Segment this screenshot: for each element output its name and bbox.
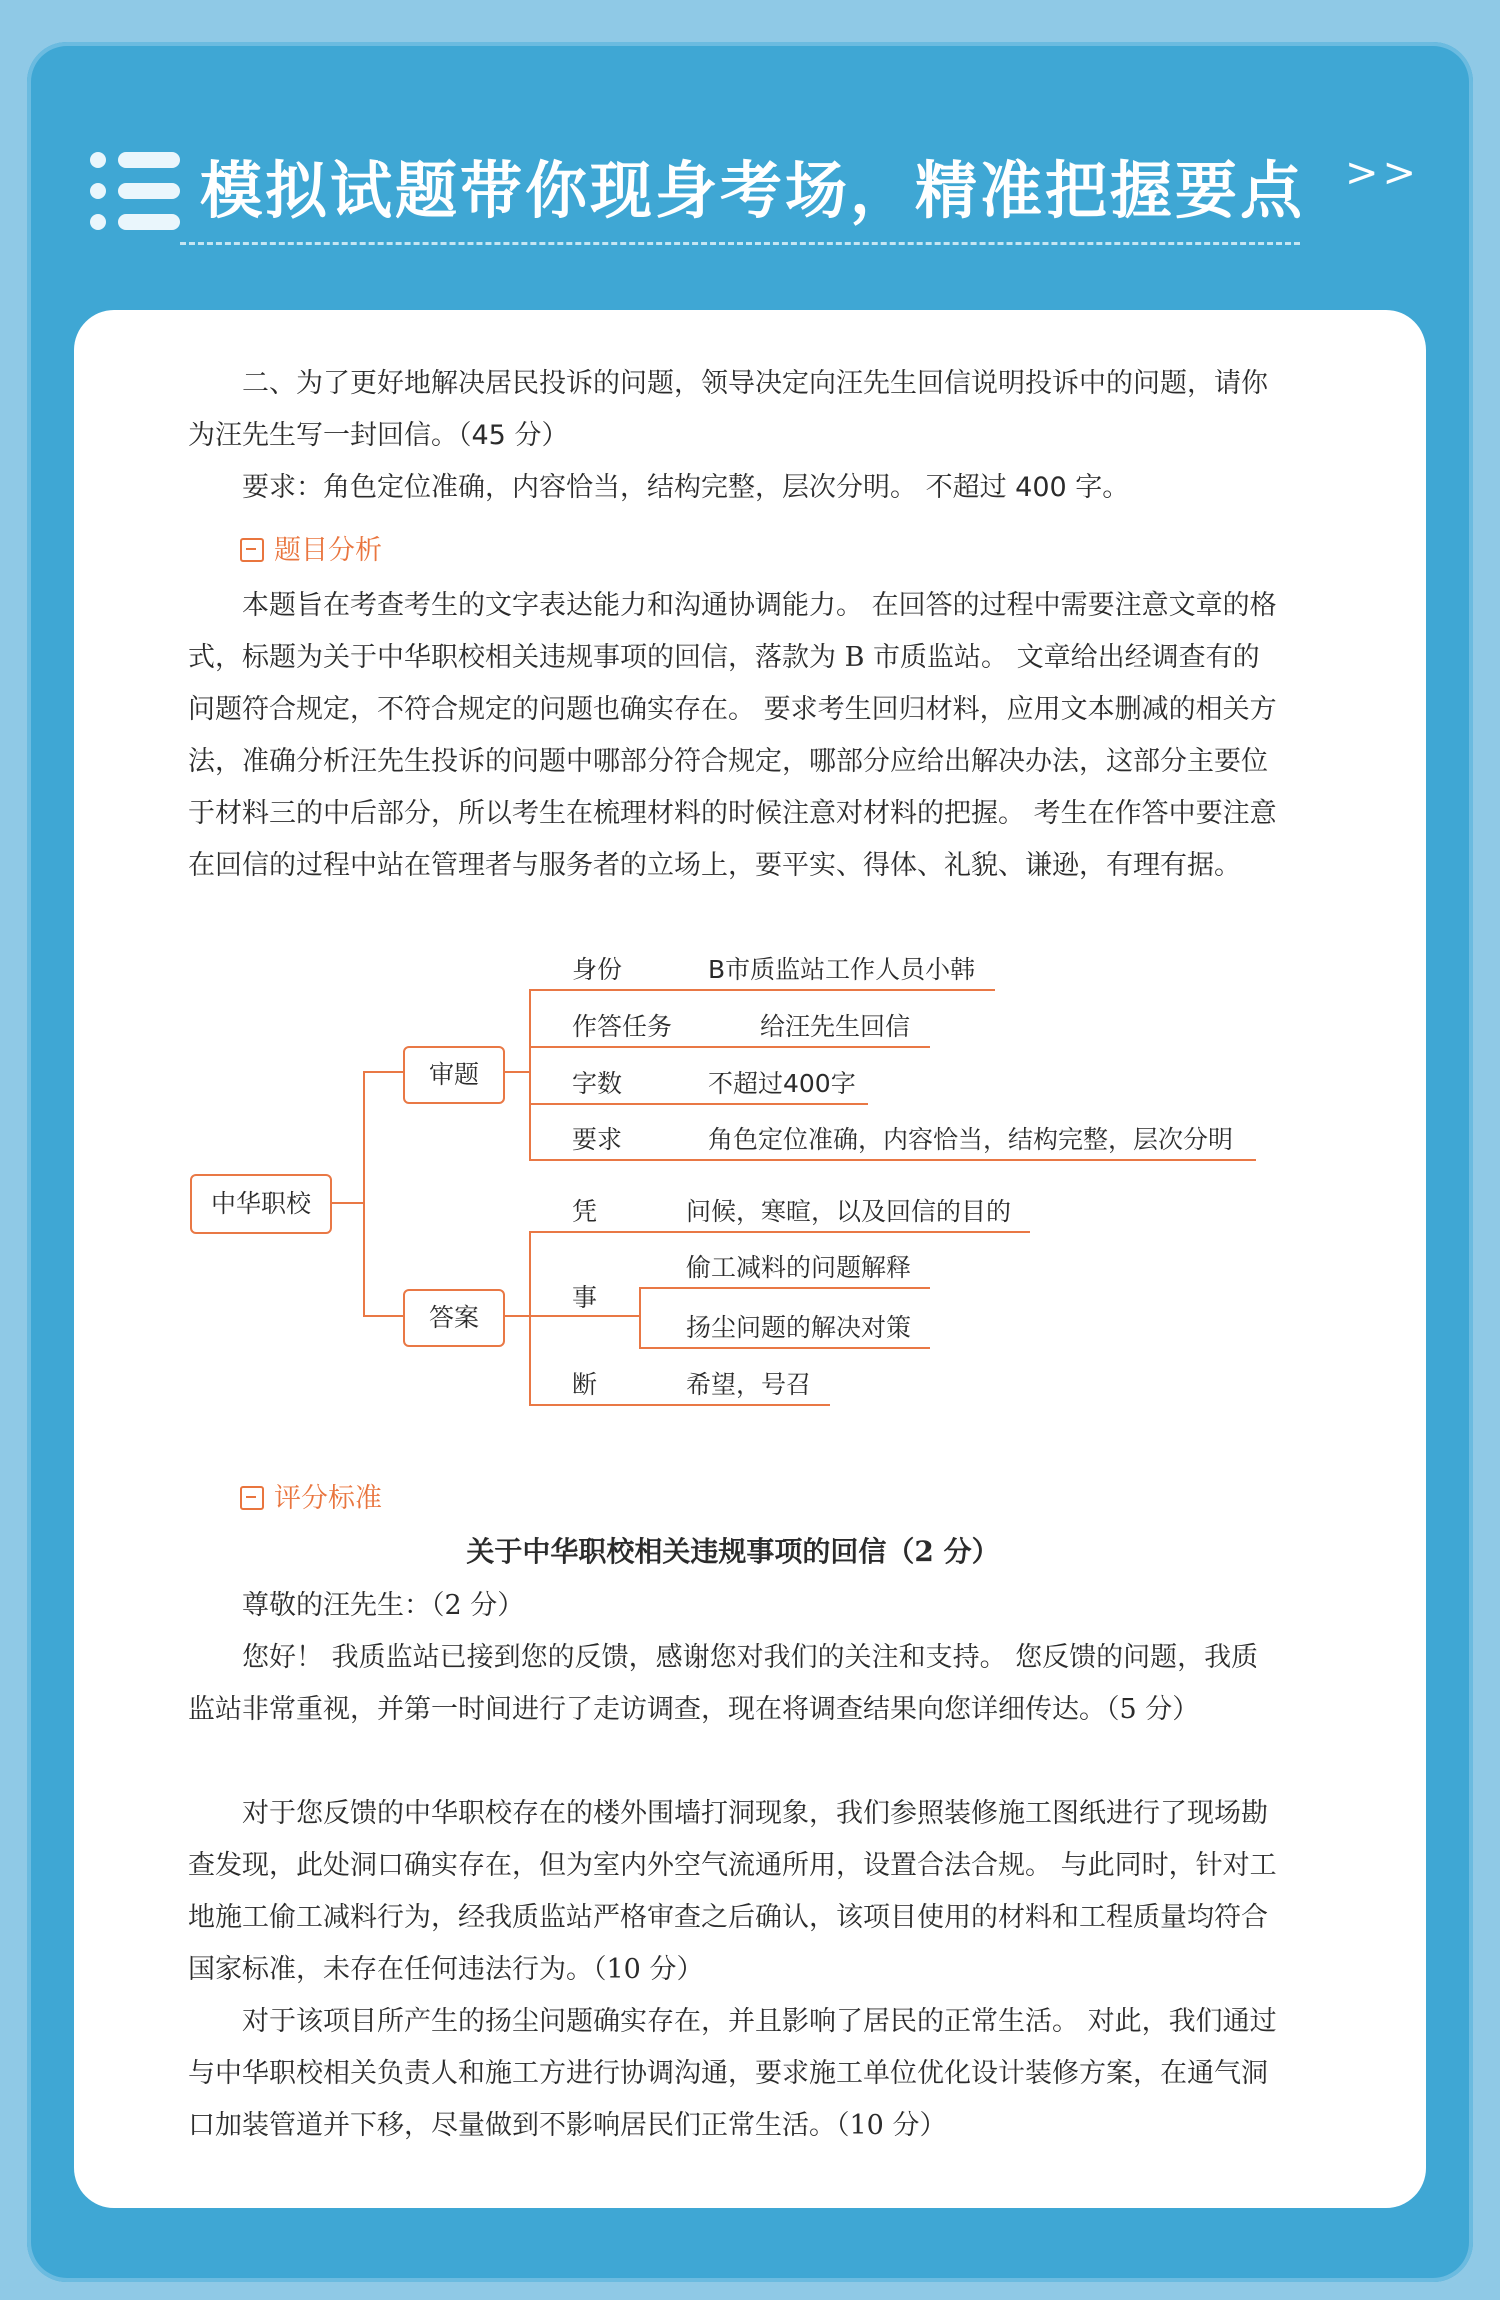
- mindmap-root: 中华职校: [190, 1174, 332, 1234]
- mindmap-key: 要求: [572, 1125, 623, 1154]
- chevron-right-icon: >>: [1345, 150, 1421, 196]
- scoring-heading-label: 评分标准: [274, 1483, 382, 1514]
- mindmap-branch-daan: 答案: [403, 1289, 505, 1347]
- mindmap-value: 问候，寒暄，以及回信的目的: [686, 1197, 1012, 1226]
- mindmap-key: 凭: [572, 1197, 598, 1226]
- mindmap-value: B市质监站工作人员小韩: [708, 955, 976, 984]
- mindmap-key: 身份: [572, 955, 623, 984]
- letter-salutation: 尊敬的汪先生：（2 分）: [242, 1590, 525, 1621]
- letter-paragraph-3: 对于该项目所产生的扬尘问题确实存在，并且影响了居民的正常生活。 对此，我们通过与中华职校相关负责人和施工方进行协调沟通，要求施工单位优化设计装修方案，在通气洞口加装管道并下移，尽量做到不影响居民们正常生活。（10 分）: [188, 2006, 1277, 2141]
- scoring-heading: [240, 1476, 382, 1515]
- analysis-paragraph: 本题旨在考查考生的文字表达能力和沟通协调能力。 在回答的过程中需要注意文章的格式，标题为关于中华职校相关违规事项的回信，落款为 B 市质监站。 文章给出经调查有的问题符合规定，不符合规定的问题也确实存在。 要求考生回归材料，应用文本删减的相关方法，准确分析汪先生投诉的问题中哪部分符合规定，哪部分应给出解决办法，这部分主要位于材料三的中后部分，所以考生在梳理材料的时候注意对材料的把握。 考生在作答中要注意在回信的过程中站在管理者与服务者的立场上，要平实、得体、礼貌、谦逊，有理有据。: [188, 590, 1277, 881]
- mindmap-branch-shenti: 审题: [403, 1046, 505, 1104]
- question-text: 二、为了更好地解决居民投诉的问题，领导决定向汪先生回信说明投诉中的问题，请你为汪先生写一封回信。（45 分）: [188, 368, 1268, 451]
- mindmap-value: 希望，号召: [686, 1370, 812, 1399]
- analysis-heading-label: 题目分析: [274, 535, 382, 566]
- mindmap-value: 给汪先生回信: [760, 1012, 911, 1041]
- mindmap-key: 作答任务: [572, 1012, 673, 1041]
- scoring-icon: [240, 1486, 264, 1510]
- mindmap-value: 偷工减料的问题解释: [686, 1253, 912, 1282]
- question-requirement: 要求：角色定位准确，内容恰当，结构完整，层次分明。 不超过 400 字。: [242, 472, 1130, 503]
- header-title: 模拟试题带你现身考场，精准把握要点: [200, 154, 1306, 227]
- mindmap-key: 断: [572, 1370, 598, 1399]
- letter-title: 关于中华职校相关违规事项的回信（2 分）: [466, 1535, 1000, 1568]
- mindmap-key: 字数: [572, 1069, 623, 1098]
- letter-paragraph-1: 您好！ 我质监站已接到您的反馈，感谢您对我们的关注和支持。 您反馈的问题，我质监站非常重视，并第一时间进行了走访调查，现在将调查结果向您详细传达。（5 分）: [188, 1642, 1259, 1725]
- mindmap-value: 不超过400字: [708, 1069, 856, 1098]
- letter-paragraph-2: 对于您反馈的中华职校存在的楼外围墙打洞现象，我们参照装修施工图纸进行了现场勘查发现，此处洞口确实存在，但为室内外空气流通所用，设置合法合规。 与此同时，针对工地施工偷工减料行为，经我质监站严格审查之后确认，该项目使用的材料和工程质量均符合国家标准，未存在任何违法行为。（10 分）: [188, 1798, 1277, 1985]
- mindmap-value: 扬尘问题的解决对策: [686, 1313, 912, 1342]
- mindmap-key: 事: [572, 1283, 598, 1312]
- mindmap-value: 角色定位准确，内容恰当，结构完整，层次分明: [708, 1125, 1234, 1154]
